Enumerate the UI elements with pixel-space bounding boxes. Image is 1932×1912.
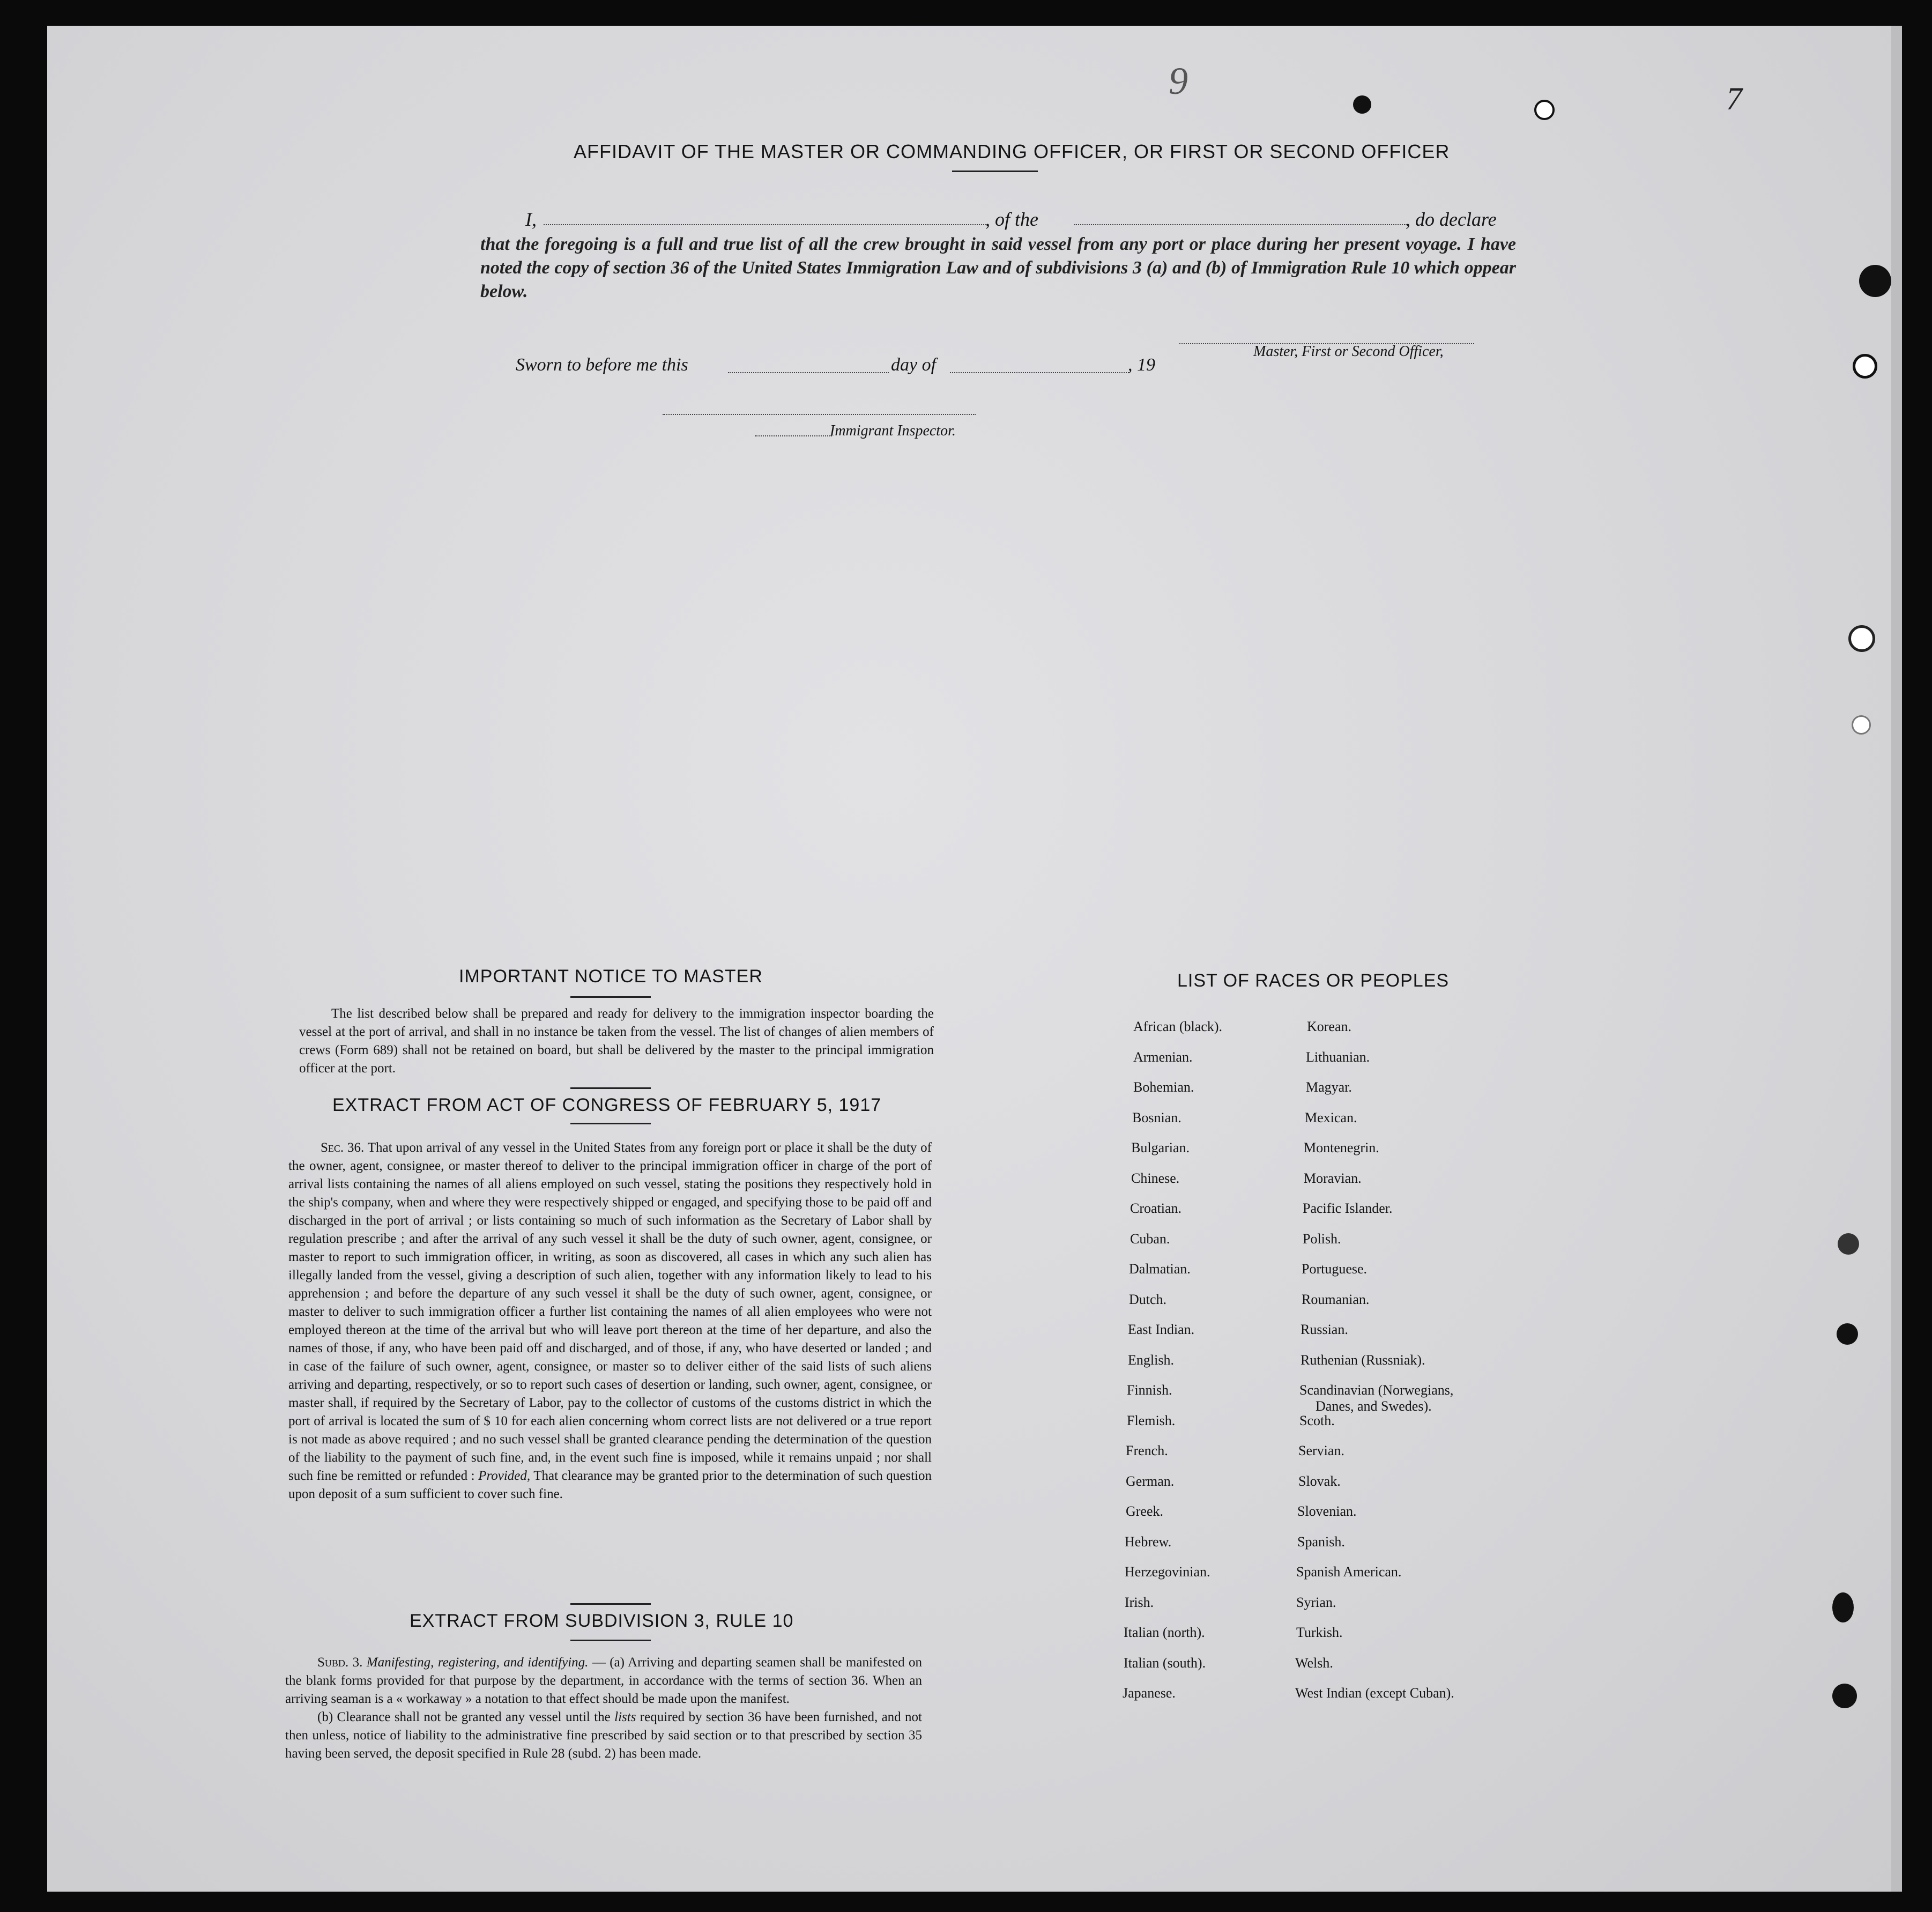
race-item: East Indian. <box>1128 1322 1195 1337</box>
master-signature-label: Master, First or Second Officer, <box>1253 343 1444 360</box>
race-item: Greek. <box>1126 1503 1164 1519</box>
rule-para-b-end: required by section 36 have been furnished, and not then unless, notice of liability to the administrative fine prescribed by said section or to that prescribed by section 35 having been served, the deposit specified in Rule 28 (subd. 2) has been made. <box>285 1710 922 1761</box>
punch-hole <box>1832 1592 1854 1622</box>
rule-para-a: — (a) Arriving and departing seamen shall be manifested on the blank forms provided for that purpose by the department, in accordance with the terms of section 36. When an arriving seaman is a « workaway » a notation to that effect should be made upon the manifest. <box>285 1655 922 1706</box>
race-item: African (black). <box>1133 1019 1223 1034</box>
race-item: French. <box>1126 1443 1168 1458</box>
punch-hole <box>1848 625 1875 652</box>
race-item: Magyar. <box>1306 1079 1352 1095</box>
race-item: Croatian. <box>1130 1200 1182 1216</box>
race-item: Lithuanian. <box>1306 1049 1370 1065</box>
act-top-rule <box>570 1087 651 1089</box>
race-item: Dutch. <box>1129 1291 1167 1307</box>
notice-title: IMPORTANT NOTICE TO MASTER <box>459 966 763 987</box>
race-item: Flemish. <box>1127 1412 1176 1428</box>
race-item: Scandinavian (Norwegians, <box>1299 1382 1454 1398</box>
race-item: Moravian. <box>1304 1170 1362 1186</box>
provided-label: Provided, <box>478 1469 531 1483</box>
affidavit-body: that the foregoing is a full and true list of all the crew brought in said vessel from any port or place during her present voyage. I have noted the copy of section 36 of the United States Immigration Law and of subdivisions 3 (a) and (b) of Immigration Rule 10 which oppear below. <box>480 234 1516 301</box>
race-item: Portuguese. <box>1302 1261 1368 1277</box>
inspector-prefix-dots <box>755 435 832 436</box>
race-item: Armenian. <box>1133 1049 1193 1065</box>
punch-hole <box>1832 1684 1857 1708</box>
race-item: Dalmatian. <box>1129 1261 1191 1277</box>
rule-top-rule <box>570 1603 651 1605</box>
subd-heading: Manifesting, registering, and identifying. <box>366 1655 589 1670</box>
race-item: Scoth. <box>1299 1412 1335 1428</box>
handwritten-page-number: 9 <box>1169 60 1188 102</box>
race-item: Herzegovinian. <box>1125 1564 1210 1580</box>
month-blank <box>950 372 1129 373</box>
punch-hole <box>1534 100 1555 120</box>
corner-mark: 7 <box>1726 81 1742 116</box>
race-item: Russian. <box>1301 1322 1348 1337</box>
race-item: Welsh. <box>1295 1655 1333 1671</box>
race-item: Bohemian. <box>1133 1079 1194 1095</box>
race-item: Roumanian. <box>1302 1291 1370 1307</box>
races-title: LIST OF RACES OR PEOPLES <box>1177 970 1450 991</box>
year-label: , 19 <box>1128 355 1155 375</box>
race-item: Ruthenian (Russniak). <box>1301 1352 1425 1368</box>
page-edge <box>1891 26 1902 1892</box>
punch-hole <box>1837 1323 1858 1345</box>
race-item: Servian. <box>1298 1443 1344 1458</box>
act-text <box>288 1139 932 1503</box>
sec-label: Sec. 36. <box>321 1140 365 1155</box>
race-item: Montenegrin. <box>1304 1140 1379 1155</box>
race-item: Bosnian. <box>1132 1109 1182 1125</box>
race-item: Polish. <box>1303 1231 1341 1247</box>
race-item: Slovenian. <box>1297 1503 1357 1519</box>
race-item: Chinese. <box>1131 1170 1180 1186</box>
declaration-of-the: , of the <box>985 209 1038 230</box>
race-item: Syrian. <box>1296 1594 1336 1610</box>
race-item: Pacific Islander. <box>1303 1200 1393 1216</box>
title-rule <box>952 171 1038 172</box>
notice-paragraph: The list described below shall be prepared and ready for delivery to the immigration inspector boarding the vessel at the port of arrival, and shall in no instance be taken from the vessel. The list of changes of alien members of crews (Form 689) shall not be retained on board, but shall be delivered by the master to the principal immigration officer at the port. <box>299 1006 934 1076</box>
race-item: West Indian (except Cuban). <box>1295 1685 1454 1701</box>
race-item: Italian (south). <box>1124 1655 1206 1671</box>
race-item: German. <box>1126 1473 1175 1489</box>
rule-text <box>285 1654 922 1763</box>
sworn-label: Sworn to before me this <box>516 355 688 375</box>
rule-para-b-start: (b) Clearance shall not be granted any vessel until the <box>317 1710 611 1724</box>
act-text-a: That upon arrival of any vessel in the United States from any foreign port or place it shall be the duty of the owner, agent, consignee, or master thereof to deliver to the principal immigration officer in charge of the port of arrival lists containing the names of all aliens employed on such vessel, stating the positions they respectively hold in the ship's company, when and where they were respectively shipped or engaged, and specifying those to be paid off and discharged in the port of arrival ; or lists containing so much of such information as the Secretary of Labor shall by regulation prescribe ; and after the arrival of any such vessel it shall be the duty of such owner, agent, consignee, or master to report to such immigration officer, in writing, as soon as discovered, all cases in which any such alien has illegally landed from the vessel, giving a description of such alien, together with any information likely to lead to his apprehension ; and before the departure of any such vessel it shall be the duty of such owner, agent, consignee, or master to deliver to such immigration officer a further list containing the names of all alien employees who were not employed thereon at the time of the arrival but who will leave port thereon at the time of her departure, and also the names of those, if any, who have been paid off and discharged, and of those, if any, who have deserted or landed ; and in case of the failure of such owner, agent, consignee, or master so to deliver either of the said lists of such aliens arriving and departing, respectively, or so to report such cases of desertion or landing, such owner, agent, consignee, or master shall, if required by the Secretary of Labor, pay to the collector of customs of the customs district in which the port of arrival is located the sum of $ 10 for each alien concerning whom correct lists are not delivered or a true report is not made as above required ; and no such vessel shall be granted clearance pending the determination of the question of the liability to the payment of such fine, and, in the event such fine is imposed, while it remains unpaid ; nor shall such fine be remitted or refunded : <box>288 1140 932 1483</box>
notice-rule <box>570 996 651 998</box>
notice-text <box>299 1005 934 1078</box>
subd-label: Subd. 3. <box>317 1655 363 1670</box>
race-item: Italian (north). <box>1124 1625 1205 1640</box>
act-bottom-rule <box>570 1123 651 1124</box>
race-item: Japanese. <box>1123 1685 1176 1701</box>
rule-bottom-rule <box>570 1640 651 1641</box>
declaration-do-declare: , do declare <box>1406 209 1497 230</box>
race-item: Mexican. <box>1305 1109 1357 1125</box>
punch-hole <box>1353 95 1371 114</box>
punch-hole <box>1853 354 1877 379</box>
rule-title: EXTRACT FROM SUBDIVISION 3, RULE 10 <box>410 1611 794 1631</box>
race-item: Spanish. <box>1297 1533 1345 1550</box>
act-text-b: That clearance may be granted prior to the determination of such question upon deposit of a sum sufficient to cover such fine. <box>288 1469 932 1501</box>
day-blank <box>728 372 889 373</box>
day-of-label: day of <box>891 355 937 375</box>
affidavit-title: AFFIDAVIT OF THE MASTER OR COMMANDING OFFICER, OR FIRST OR SECOND OFFICER <box>574 140 1450 162</box>
race-item: Bulgarian. <box>1131 1140 1190 1155</box>
vessel-blank <box>1074 224 1407 225</box>
rule-para-b-lists: lists <box>614 1710 636 1724</box>
race-item: Hebrew. <box>1125 1533 1172 1550</box>
race-item: Slovak. <box>1298 1473 1341 1489</box>
inspector-label: Immigrant Inspector. <box>830 423 956 439</box>
name-blank <box>544 224 989 225</box>
punch-hole <box>1859 265 1891 297</box>
punch-hole <box>1852 715 1871 735</box>
document-page <box>47 26 1891 1892</box>
race-item: Turkish. <box>1296 1625 1343 1640</box>
race-item: Spanish American. <box>1296 1564 1402 1580</box>
act-title: EXTRACT FROM ACT OF CONGRESS OF FEBRUARY 5, 1917 <box>332 1095 882 1115</box>
inspector-signature-line <box>663 414 976 415</box>
race-scandinavian-cont: Danes, and Swedes). <box>1316 1398 1432 1414</box>
race-item: Finnish. <box>1127 1382 1172 1398</box>
race-item: Cuban. <box>1130 1231 1170 1247</box>
punch-hole <box>1838 1233 1859 1255</box>
race-item: Korean. <box>1307 1019 1352 1034</box>
race-item: English. <box>1128 1352 1174 1368</box>
declaration-i: I, <box>525 209 537 230</box>
race-item: Irish. <box>1125 1594 1154 1610</box>
